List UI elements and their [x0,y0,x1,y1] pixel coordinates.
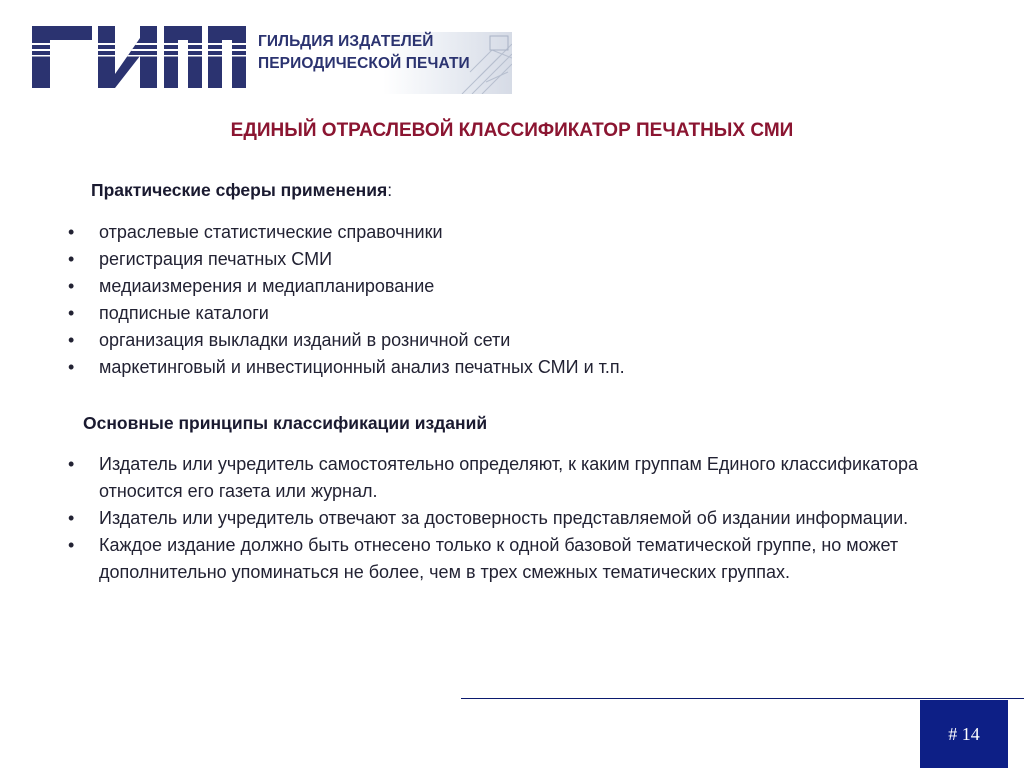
list-item [66,505,976,532]
list-item [66,354,866,381]
logo [32,26,512,94]
logo-text-line2: ПЕРИОДИЧЕСКОЙ ПЕЧАТИ [258,55,470,72]
list-item [66,532,976,586]
list-item-text: организация выкладки изданий в розничной сети [99,330,511,350]
bullet-icon: • [68,357,75,377]
bullet-icon: • [68,454,75,474]
section2-list [66,451,976,586]
list-item-text: Каждое издание должно быть отнесено только к одной базовой тематической группе, но может дополнительно упоминаться не более, чем в трех смежных тематических группах. [99,535,899,582]
list-item [66,327,866,354]
list-item [66,246,866,273]
footer-divider [461,698,1024,699]
slide-title: ЕДИНЫЙ ОТРАСЛЕВОЙ КЛАССИФИКАТОР ПЕЧАТНЫХ СМИ [230,120,794,141]
list-item [66,219,866,246]
section1-heading-text: Практические сферы применения [91,180,388,200]
bullet-icon: • [68,249,75,269]
list-item-text: подписные каталоги [99,303,269,323]
section2-heading: Основные принципы классификации изданий [83,413,488,433]
list-item [66,451,976,505]
logo-text-line1: ГИЛЬДИЯ ИЗДАТЕЛЕЙ [258,33,434,50]
bullet-icon: • [68,535,75,555]
section1-heading-colon: : [387,180,393,200]
gipp-logo-mark [32,26,246,88]
logo-title-plate [254,32,512,94]
list-item-text: Издатель или учредитель самостоятельно определяют, к каким группам Единого классификатора относится его газета или журнал. [99,454,919,501]
list-item [66,300,866,327]
bullet-icon: • [68,303,75,323]
bullet-icon: • [68,276,75,296]
list-item [66,273,866,300]
section1-list [66,219,866,381]
bullet-icon: • [68,330,75,350]
slide-number: # 14 [920,700,1008,768]
list-item-text: маркетинговый и инвестиционный анализ печатных СМИ и т.п. [99,357,625,377]
section1-heading [91,180,392,201]
list-item-text: регистрация печатных СМИ [99,249,333,269]
list-item-text: Издатель или учредитель отвечают за достоверность представляемой об издании информации. [99,508,909,528]
bullet-icon: • [68,508,75,528]
list-item-text: медиаизмерения и медиапланирование [99,276,435,296]
list-item-text: отраслевые статистические справочники [99,222,443,242]
bullet-icon: • [68,222,75,242]
